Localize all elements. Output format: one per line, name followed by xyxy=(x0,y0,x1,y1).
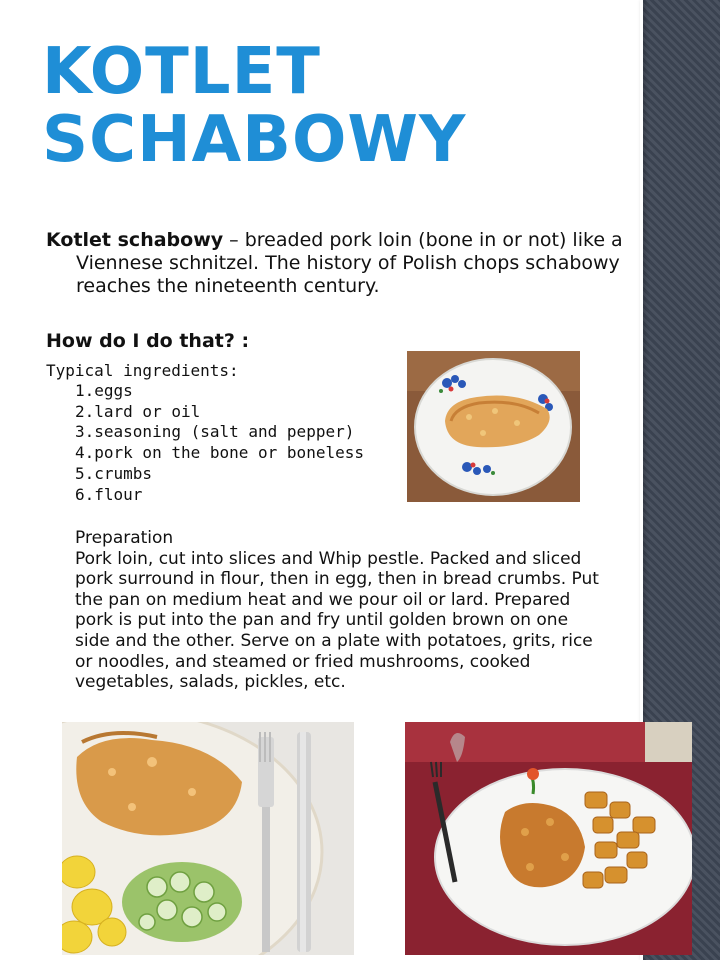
photo-cutlet-plate xyxy=(407,351,580,502)
preparation-body: Pork loin, cut into slices and Whip pestle. Packed and sliced pork surround in flour, then in egg, then in bread crumbs. Put the pan on medium heat and we pour oil or lard. Prepared pork is put into the pan and fry until golden brown on one side and the other. Serve on a plate with potatoes, grits, rice or noodles, and steamed or fried mushrooms, cooked vegetables, salads, pickles, etc. xyxy=(75,548,599,693)
preparation-section xyxy=(75,528,605,693)
page-title xyxy=(42,35,467,177)
ingredient-item: 4.pork on the bone or boneless xyxy=(75,443,364,463)
title-line-2: SCHABOWY xyxy=(42,103,467,177)
intro-text: – breaded pork loin (bone in or not) like a Viennese schnitzel. The history of Polish chops schabowy reaches the nineteenth century. xyxy=(76,229,623,297)
ingredient-item: 2.lard or oil xyxy=(75,401,201,421)
photo-cutlet-potatoes-image xyxy=(405,722,692,955)
ingredients-list xyxy=(75,381,364,505)
ingredient-item: 1.eggs xyxy=(75,381,133,400)
photo-cutlet-salad xyxy=(62,722,354,955)
title-line-1: KOTLET xyxy=(42,35,321,109)
ingredient-item: 5.crumbs xyxy=(75,463,153,483)
howto-heading: How do I do that? : xyxy=(46,330,250,352)
ingredients-heading: Typical ingredients: xyxy=(46,361,239,380)
ingredient-item: 3.seasoning (salt and pepper) xyxy=(75,422,355,442)
photo-cutlet-plate-image xyxy=(407,351,580,502)
preparation-heading: Preparation xyxy=(75,528,174,548)
photo-cutlet-salad-image xyxy=(62,722,354,955)
intro-term: Kotlet schabowy xyxy=(46,229,224,251)
ingredient-item: 6.flour xyxy=(75,484,143,504)
intro-paragraph xyxy=(46,229,636,298)
photo-cutlet-potatoes xyxy=(405,722,692,955)
